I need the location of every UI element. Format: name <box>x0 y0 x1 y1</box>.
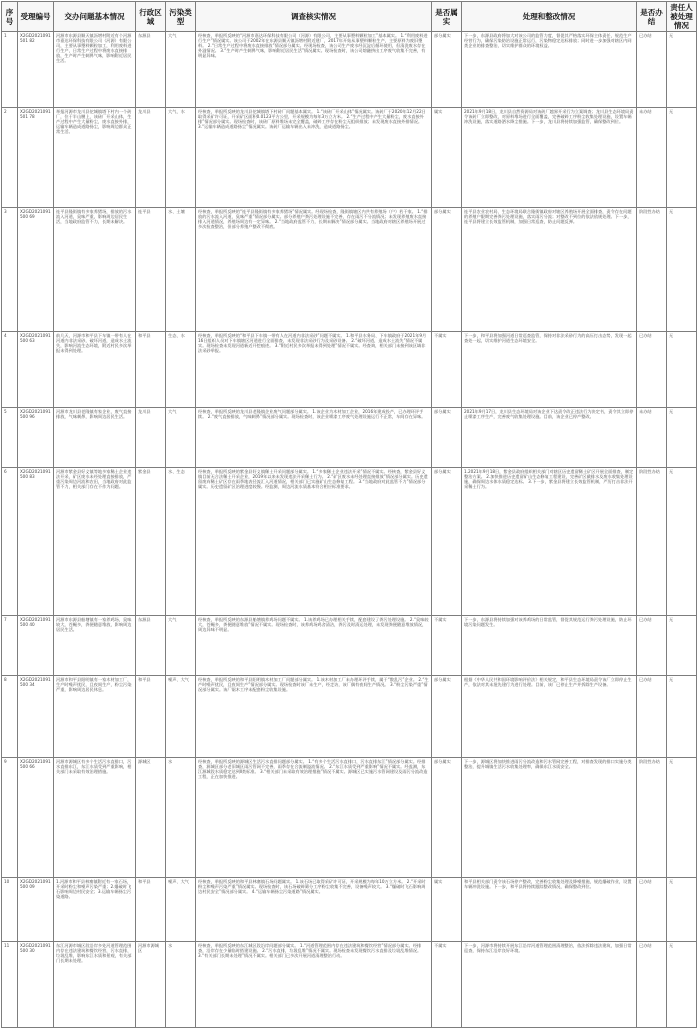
row-accountability: 无 <box>667 942 697 1028</box>
row-district: 和平县 <box>136 676 166 758</box>
row-id: X2GD2021091500 63 <box>18 332 54 408</box>
row-type: 噪声、大气 <box>166 878 196 942</box>
row-summary: 连平县隆街镇有多家养猪场，排放的污水流入河道，臭味严重，影响周边居民生活，当地政府监管不力，长期未解决。 <box>54 208 136 332</box>
header-real: 是否属实 <box>432 2 462 32</box>
row-accountability: 无 <box>667 468 697 616</box>
header-district: 行政区域 <box>136 2 166 32</box>
row-id: X2GD2021091500 30 <box>18 942 54 1028</box>
row-accountability: 无 <box>667 32 697 108</box>
header-no: 序号 <box>2 2 18 32</box>
row-completed: 已办结 <box>637 942 667 1028</box>
row-type: 大气、水 <box>166 108 196 208</box>
table-row <box>2 758 697 878</box>
row-district: 连平县 <box>136 208 166 332</box>
row-summary: 河源市和平县阳明镇有一家木材加工厂，生产时噪声扰民，且夜间生产，粉尘污染严重，影响周边居民休息。 <box>54 676 136 758</box>
table-row <box>2 942 697 1028</box>
row-summary: 河源市紫金县好义镇等地多家稀土企业违法开采，矿区废水未经处理直接排放，严重污染周边河流和农田，当地政府对此监管不力，相关部门存在不作为问题。 <box>54 468 136 616</box>
row-no: 5 <box>2 408 18 468</box>
row-type: 大气 <box>166 32 196 108</box>
row-type: 水、生态 <box>166 468 196 616</box>
row-completed: 已办结 <box>637 32 667 108</box>
header-summary: 交办问题基本情况 <box>54 2 136 32</box>
row-no: 4 <box>2 332 18 408</box>
row-completed: 未办结 <box>637 408 667 468</box>
row-completed: 已办结 <box>637 676 667 758</box>
header-accountability: 责任人被处理情况 <box>667 2 697 32</box>
row-type: 噪声、大气 <box>166 676 196 758</box>
row-rectification: 下一步，东源县政府将加大对该公司的监管力度，督促其严格落实环保主体责任，规范生产经营行为，确保污染防治设施正常运行，污染物稳定达标排放；同时进一步加强对辖区内同类企业的排查整治，切实维护群众的环境权益。 <box>462 32 637 108</box>
row-summary: 河源市源城区有多个生活污水直排口，污水直排东江，东江水质受到严重影响，相关部门未采取有效治理措施。 <box>54 758 136 878</box>
row-investigation: 经核查，举报所反映的“连平县隆街镇有多家养猪场”情况属实。经现场检查，隆街镇辖区内共有养殖场（户）若干家。 1.“排放的污水流入河道，臭味严重”情况部分属实。部分养殖户粪污处理设施不完善，存在雨污不分流情况；未发现养殖废水直接排入河道情况，养殖场周边有一定异味。 2.“当地政府监管不力，长期未解决”情况部分属实。当地政府对辖区养殖场开展过多次检查整治，但部分养殖户整改不彻底。 <box>196 208 432 332</box>
row-no: 3 <box>2 208 18 332</box>
table-row <box>2 332 697 408</box>
row-investigation: 经核查，举报所反映的和平县阳明镇木材加工厂问题部分属实。 1.该木材加工厂未办理环评手续，属于“散乱污”企业。 2.“生产时噪声扰民，且夜间生产”情况部分属实。现场检查时该厂未生产，经走访，该厂偶有夜间生产情况。 3.“粉尘污染严重”情况部分属实。该厂锯木工序未配套粉尘收集设施。 <box>196 676 432 758</box>
row-id: X2GD2021091500 96 <box>18 408 54 468</box>
row-rectification: 下一步，河源市将持续开展东江沿岸河道管理范围清理整治，依法拆除违法建筑，加强日常巡查，保持东江沿岸良好环境。 <box>462 942 637 1028</box>
header-id: 受理编号 <box>18 2 54 32</box>
row-investigation: 经核查，举报所反映的和平县林寨镇石场问题属实。 1.该石场已取得采矿许可证，开采规模为每年10万立方米。 2.“开采时粉尘和噪声污染严重”情况属实。现场检查时，该石场破碎筛分工序粉尘收集不完善，设备噪声较大。 3.“爆破时飞石影响周边村民安全”情况部分属实。 4.“运输车辆扬尘污染道路”情况属实。 <box>196 878 432 942</box>
row-real: 部分属实 <box>432 758 462 878</box>
row-type: 大气 <box>166 408 196 468</box>
row-no: 1 <box>2 32 18 108</box>
row-rectification: 下一步，源城区将加快推进雨污分流改造和污水管网完善工程，对排查发现的排口实施分类整治，提升城镇生活污水收集处理率，确保东江水质安全。 <box>462 758 637 878</box>
row-id: X2GD2021091500 34 <box>18 676 54 758</box>
row-completed: 未办结 <box>637 108 667 208</box>
row-type: 水 <box>166 758 196 878</box>
row-district: 源城区 <box>136 758 166 878</box>
header-type: 污染类型 <box>166 2 196 32</box>
row-real: 不属实 <box>432 616 462 676</box>
table-row <box>2 32 697 108</box>
row-summary: 举报河源市龙川县佗城镇塔下村内一个砖厂，位于半山腰上，该砖厂开采山体，生产过程中产生大量粉尘，废水直接外排，运输车辆造成道路扬尘，影响周边群众正常生活。 <box>54 108 136 208</box>
table-row <box>2 108 697 208</box>
row-rectification: 连平县农业农村局、生态环境局联合隆街镇政府对辖区养殖场开展全面排查，责令存在问题的养殖户限期完善粪污处理设施，落实雨污分流；对整改不到位的依法依规处理。下一步，连平县将建立长效监管机制，加强日常巡查，防止问题反弹。 <box>462 208 637 332</box>
row-no: 9 <box>2 758 18 878</box>
row-no: 7 <box>2 616 18 676</box>
row-accountability: 无 <box>667 676 697 758</box>
row-real: 部分属实 <box>432 208 462 332</box>
table-row <box>2 468 697 616</box>
row-no: 6 <box>2 468 18 616</box>
row-investigation: 经核查，举报所反映的龙川县佗城镇塔下村砖厂问题基本属实。 1.“该砖厂开采山体”情况属实。该砖厂于2020年12月22日取得采矿许可证，开采矿区面积0.0123平方公里，开采规模为每年3万立方米。 2.“生产过程中产生大量粉尘，废水直接外排”情况部分属实。现场检查时，该砖厂原料堆场未完全覆盖，破碎工序存在粉尘无组织排放；未发现废水直接外排情况。 3.“运输车辆造成道路扬尘”情况属实。该砖厂运输车辆出入未冲洗，造成道路扬尘。 <box>196 108 432 208</box>
row-investigation: 经核查，举报所反映的东源县船塘镇养鸡场问题不属实。 1.该养鸡场已办理相关手续，配套建设了粪污处理设施。 2.“臭味较大，苍蝇多，粪便随意堆放”情况不属实。现场检查时，该养鸡场鸡舍清洁，粪污及时清运处理，未发现粪便随意堆放情况，周边异味不明显。 <box>196 616 432 676</box>
row-district: 紫金县 <box>136 468 166 616</box>
row-accountability: 无 <box>667 108 697 208</box>
row-summary: 前几天，河源市和平县下车镇一带有人在河道内非法采砂，破坏河道，造成水土流失，影响河流生态环境，附近村民多次举报未得到处理。 <box>54 332 136 408</box>
row-district: 龙川县 <box>136 108 166 208</box>
row-real: 部分属实 <box>432 408 462 468</box>
row-accountability: 无 <box>667 878 697 942</box>
row-no: 2 <box>2 108 18 208</box>
row-real: 不属实 <box>432 942 462 1028</box>
row-no: 10 <box>2 878 18 942</box>
row-district: 龙川县 <box>136 408 166 468</box>
row-district: 和平县 <box>136 878 166 942</box>
header-investigation: 调查核实情况 <box>196 2 432 32</box>
row-real: 部分属实 <box>432 676 462 758</box>
row-completed: 已办结 <box>637 332 667 408</box>
header-completed: 是否办结 <box>637 2 667 32</box>
row-rectification: 2021年9月17日，龙川县生态环境局对该企业下达责令改正违法行为决定书，责令其立即停止喷漆工序生产，完善废气收集处理设施。目前，该企业已停产整改。 <box>462 408 637 468</box>
row-rectification: 和平县相关部门责令该石场停产整改，完善粉尘收集处理及降噪措施，规范爆破作业，设置车辆冲洗设施。下一步，和平县将持续跟踪整改情况，确保整改到位。 <box>462 878 637 942</box>
row-id: X2GD2021091500 69 <box>18 208 54 332</box>
row-accountability: 无 <box>667 408 697 468</box>
row-accountability: 无 <box>667 758 697 878</box>
row-id: X2GD2021091500 40 <box>18 616 54 676</box>
row-district: 河源市源城区 <box>136 942 166 1028</box>
row-investigation: 经核查，举报所反映的紫金县好义镇稀土开采问题部分属实。 1.“多家稀土企业违法开采”情况不属实。经核查，紫金县好义镇目前无合法稀土开采企业，2019年以来未发现违法开采稀土行为。 2.“矿区废水未经处理直接排放”情况部分属实。历史遗留废弃稀土矿区存在雨季地表径流汇入河道情况，相关部门已实施矿山生态修复工程。 3.“当地政府对此监管不力”情况部分属实。历史遗留矿区治理进度较慢。经监测，周边河流水质基本符合相应标准要求。 <box>196 468 432 616</box>
row-district: 东源县 <box>136 32 166 108</box>
row-completed: 已办结 <box>637 616 667 676</box>
row-id: X2GD2021091501 78 <box>18 108 54 208</box>
row-id: X2GD2021091501 82 <box>18 32 54 108</box>
table-row <box>2 208 697 332</box>
row-investigation: 经核查，举报所反映的东江城区段沿岸问题部分属实。 1.“河道管理范围内存在违法建筑和餐饮经营”情况部分属实。经排查，沿岸存在少量临时搭建设施。 2.“污水直排，垃圾乱堆”情况不属实。现场检查未发现餐饮污水直排及垃圾乱堆情况。 3.“有关部门长期未处理”情况不属实。相关部门已多次开展河道清理整治行动。 <box>196 942 432 1028</box>
row-id: X2GD2021091500 09 <box>18 878 54 942</box>
row-investigation: 经核查，举报所反映的“和平县下车镇一带有人在河道内非法采砂”问题不属实。 1.和平县水务局、下车镇政府于2021年9月16日组织人员对下车镇辖区河道进行全面排查，未发现非法采砂行为及采砂设备。 2.“破坏河道，造成水土流失”情况不属实。现场检查未发现河道新近开挖痕迹。 3.“附近村民多次举报未得到处理”情况不属实。经查询，相关部门未接到该区域非法采砂举报。 <box>196 332 432 408</box>
row-investigation: 经核查，举报所反映的源城区生活污水直排问题部分属实。 1.“有多个生活污水直排口，污水直排东江”情况部分属实。经排查，源城区部分老旧城区雨污管网不完善，雨季存在合流制溢流情况。 2.“东江水质受到严重影响”情况不属实。经监测，东江源城段水质稳定达到Ⅱ类标准。 3.“相关部门未采取有效治理措施”情况不属实。源城区已实施污水管网建设及雨污分流改造工程，正在加快推进。 <box>196 758 432 878</box>
row-completed: 已办结 <box>637 878 667 942</box>
row-accountability: 无 <box>667 616 697 676</box>
row-no: 8 <box>2 676 18 758</box>
row-rectification: 根据《中华人民共和国环境影响评价法》相关规定，和平县生态环境局责令该厂立即停止生产，依法对其未批先建行为进行处理。目前，该厂已停止生产并拆除生产设备。 <box>462 676 637 758</box>
row-real: 属实 <box>432 878 462 942</box>
row-completed: 阶段性办结 <box>637 758 667 878</box>
row-accountability: 无 <box>667 332 697 408</box>
row-investigation: 经核查，举报所反映的龙川县老隆镇企业废气问题部分属实。 1.该企业为木材加工企业，2016年建成投产，已办理环评手续。 2.“废气直接排放，气味刺鼻”情况部分属实。现场检查时，该企业喷漆工序废气处理设施运行不正常，车间存在异味。 <box>196 408 432 468</box>
row-real: 属实 <box>432 108 462 208</box>
row-completed: 阶段性办结 <box>637 208 667 332</box>
row-type: 生态、水 <box>166 332 196 408</box>
table-row <box>2 408 697 468</box>
row-summary: 河源市东源县船塘镇有一家养鸡场，臭味较大，苍蝇多，粪便随意堆放，影响周边居民生活。 <box>54 616 136 676</box>
row-summary: 东江河源市城区段沿岸多处河道管理范围内存在违法建筑和餐饮经营，污水直排，垃圾乱堆，影响东江水质和景观，有关部门长期未处理。 <box>54 942 136 1028</box>
row-summary: 河源市东源县顺天镇沥增村附近有个河源市嘉达环保科技有限公司（河源）有限公司，主要从事塑料颗粒加工，利用废料进行生产，日常生产过程中将废水直接排放，生产时产生刺鼻气味，影响附近居民生活。 <box>54 32 136 108</box>
row-completed: 阶段性办结 <box>637 468 667 616</box>
table-row <box>2 878 697 942</box>
row-no: 11 <box>2 942 18 1028</box>
table-row <box>2 676 697 758</box>
header-rectification: 处理和整改情况 <box>462 2 637 32</box>
row-summary: 1.河源市和平县林寨镇附近有一家石场，开采时粉尘和噪声污染严重；2.爆破时飞石影响周边村民安全；3.运输车辆扬尘污染道路。 <box>54 878 136 942</box>
row-district: 东源县 <box>136 616 166 676</box>
row-rectification: 下一步，东源县将持续加强对该养鸡场的日常监管，督促其规范运行粪污处理设施，防止环境污染问题发生。 <box>462 616 637 676</box>
row-id: X2GD2021091500 66 <box>18 758 54 878</box>
row-type: 水 <box>166 942 196 1028</box>
table-row <box>2 616 697 676</box>
row-id: X2GD2021091500 83 <box>18 468 54 616</box>
row-rectification: 下一步，和平县将加强河道日常巡查监管，保持对非法采砂行为的高压打击态势，发现一起查处一起，切实维护河道生态环境安全。 <box>462 332 637 408</box>
header-row <box>2 2 697 32</box>
row-accountability: 无 <box>667 208 697 332</box>
row-real: 部分属实 <box>432 468 462 616</box>
row-investigation: 经核查，举报所反映的“河源市嘉达环保科技有限公司（河源）有限公司，主要从事塑料颗粒加工”基本属实。 1.“利用废料进行生产”情况属实。该公司于2002年在东源县顺天镇沥增村附近建厂，2017年开始从事塑料颗粒生产，主要原料为废旧塑料。 2.“日常生产过程中将废水直接排放”情况部分属实。经现场检查，该公司生产废水经沉淀后循环使用，但清洗废水存在外溢情况。 3.“生产时产生刺鼻气味，影响附近居民生活”情况属实。现场检查时，该公司熔融挤出工序废气收集不完善，有明显异味。 <box>196 32 432 108</box>
row-type: 水、土壤 <box>166 208 196 332</box>
row-real: 部分属实 <box>432 32 462 108</box>
row-summary: 河源市龙川县老隆镇有家企业，废气直接排放，气味刺鼻，影响周边居民生活。 <box>54 408 136 468</box>
row-type: 大气 <box>166 616 196 676</box>
row-district: 和平县 <box>136 332 166 408</box>
row-real: 不属实 <box>432 332 462 408</box>
row-rectification: 2021年9月18日，龙川县自然资源局对该砖厂越界开采行为立案调查；龙川县生态环境局责令该砖厂立即整改，对原料堆场进行全面覆盖，完善破碎工序粉尘收集处理设施，设置车辆冲洗设施，落实道路洒水降尘措施。下一步，龙川县将持续加强监管，确保整改到位。 <box>462 108 637 208</box>
row-rectification: 1.2021年9月18日，紫金县政府组织相关部门对辖区历史遗留稀土矿区开展全面排查，制定整治方案。 2.加快推进历史遗留矿山生态修复工程建设，完善矿区截排水及废水收集处理设施，确保周边水体水质稳定达标。 3.下一步，紫金县将建立长效监管机制，严厉打击非法开采稀土行为。 <box>462 468 637 616</box>
complaint-table <box>1 1 697 1028</box>
